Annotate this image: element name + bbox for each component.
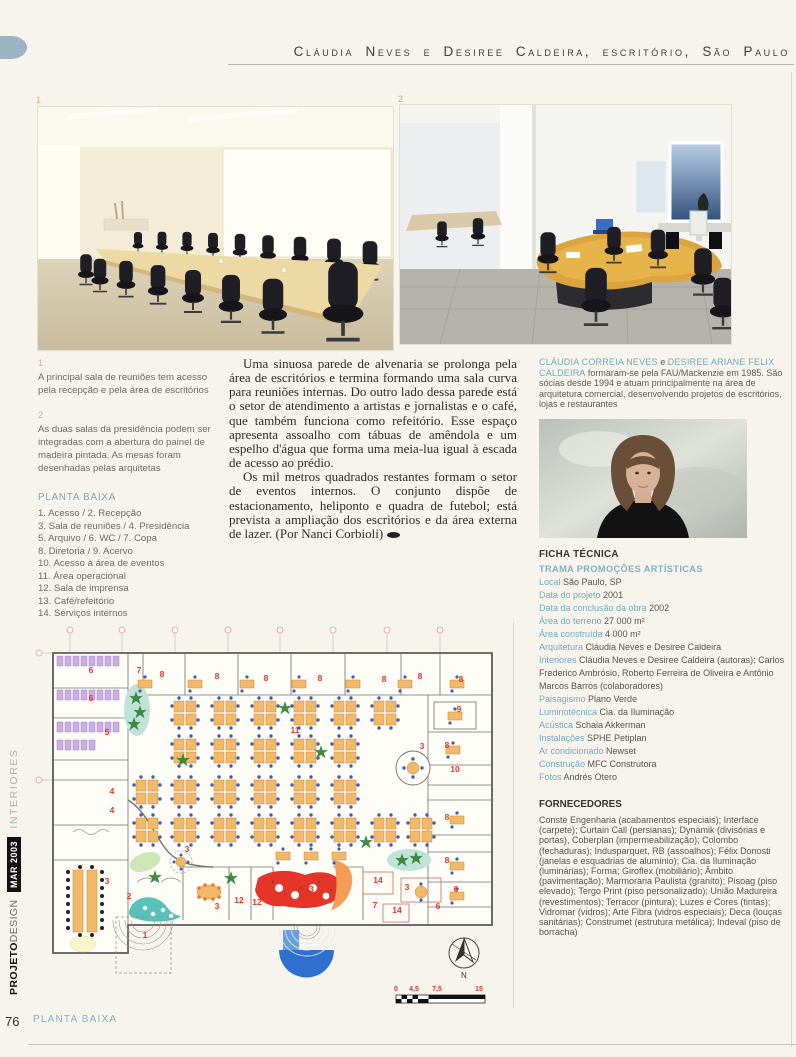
scale-label: 0: [394, 986, 398, 993]
room-number: 3: [214, 901, 220, 911]
page-number: 76: [5, 1014, 20, 1029]
room-number: 12: [234, 895, 244, 905]
caption-column: [38, 357, 216, 621]
architect-name-1: CLÁUDIA CORREIA NEVES: [539, 357, 658, 367]
scale-label: 7,5: [432, 986, 442, 993]
bio-text: formaram-se pela FAU/Mackenzie em 1985. São sócias desde 1994 e atuam principalmente na área de arquitetura comercial, desenvolvendo projetos de escritórios, lojas e restaurantes: [539, 367, 783, 410]
legend-item: 5. Arquivo / 6. WC / 7. Copa: [38, 533, 157, 544]
legend-item: 10. Acesso à área de eventos: [38, 558, 165, 569]
room-number: 4: [109, 786, 115, 796]
scale-bar: [394, 986, 485, 1003]
caption-2-text: As duas salas da presidência podem ser integradas com a abertura do painel de madeira pintada. As mesas foram desenhadas pelas arquitetas: [38, 424, 211, 474]
room-number: 7: [372, 900, 378, 910]
legend-item: 3. Sala de reuniões / 4. Presidência: [38, 520, 190, 532]
ficha-row: Paisagismo Plano Verde: [539, 693, 638, 704]
page-bottom-rule: [28, 1044, 796, 1045]
legend-item: 14. Serviços internos: [38, 608, 128, 619]
legend-title: PLANTA BAIXA: [38, 492, 117, 503]
end-of-article-mark: [387, 532, 400, 538]
ficha-row: Luminotécnica Cia. da Iluminação: [539, 706, 675, 717]
room-number: 3: [419, 741, 425, 751]
legend-item: 12. Sala de imprensa: [38, 583, 129, 594]
room-number: 6: [435, 901, 441, 911]
room-number: 8: [417, 671, 423, 681]
ficha-row: Fotos Andrés Otero: [539, 771, 618, 782]
header-rule: [228, 64, 794, 65]
legend-item: 8. Diretoria / 9. Acervo: [38, 545, 133, 557]
ficha-row: Local São Paulo, SP: [539, 576, 622, 587]
room-number: 13: [304, 884, 314, 894]
legend-item: 1. Acesso / 2. Recepção: [38, 508, 142, 519]
ficha-row: Área construída 4 000 m²: [539, 628, 641, 639]
ficha-row: Construção MFC Construtora: [539, 758, 657, 769]
caption-1-text: A principal sala de reuniões tem acesso pela recepção e pela área de escritórios: [38, 372, 209, 396]
room-number: 12: [252, 897, 262, 907]
room-number: 8: [159, 669, 165, 679]
architect-bio: CLÁUDIA CORREIA NEVES e DESIREE ARIANE FELIX CALDEIRA formaram-se pela FAU/Mackenzie em 1985. São sócias desde 1994 e atuam principalmente na área de arquitetura comercial, desenvolvendo projetos de escritórios, lojas e restaurantes: [539, 357, 783, 410]
legend-item: 13. Café/refeitório: [38, 595, 115, 607]
oval-rug: [70, 936, 96, 952]
ficha-tecnica-rows: [539, 576, 793, 784]
ficha-row: Área do terreno 27 000 m²: [539, 615, 645, 626]
photo-office-desks: [400, 105, 731, 344]
floor-plan: [33, 620, 515, 1012]
room-number: 8: [458, 674, 464, 684]
room-number: 14: [373, 875, 383, 885]
ficha-row: Ar condicionado Newset: [539, 745, 637, 756]
room-number: 6: [453, 884, 459, 894]
room-number: 4: [109, 805, 115, 815]
photo-2-number: 2: [398, 94, 404, 104]
planter-bed: [387, 849, 431, 871]
ficha-tecnica-title: FICHA TÉCNICA: [539, 548, 619, 560]
photo-meeting-room: [38, 107, 393, 350]
room-number: 7: [136, 665, 142, 675]
room-number: 2: [126, 891, 132, 901]
north-compass-icon: [449, 938, 479, 980]
project-name: TRAMA PROMOÇÕES ARTÍSTICAS: [539, 563, 703, 574]
room-number: 8: [317, 673, 323, 683]
room-number: 8: [444, 740, 450, 750]
magazine-brand-bold: PROJETO: [8, 942, 20, 996]
article-body: [229, 357, 517, 541]
right-column: [539, 357, 793, 937]
room-number: 3: [184, 844, 190, 854]
room-number: 14: [392, 905, 402, 915]
ficha-row: Data da conclusão da obra 2002: [539, 602, 670, 613]
ficha-row: Data do projeto 2001: [539, 589, 624, 600]
photo-1-number: 1: [36, 95, 42, 105]
caption-2-number: 2: [38, 410, 44, 420]
caption-1-number: 1: [38, 358, 44, 368]
ficha-row: Arquitetura Cláudia Neves e Desiree Caldeira: [539, 641, 722, 652]
room-number: 3: [104, 876, 110, 886]
legend-list: [38, 508, 216, 621]
legend-item: 11. Área operacional: [38, 570, 126, 582]
room-number: 11: [290, 725, 300, 735]
article-paragraph-1: Uma sinuosa parede de alvenaria se prolonga pela área de escritórios e termina formando uma sala curva para reuniões internas. Do outro lado dessa parede está o setor de atendimento a artistas e jornalistas e o café, que também funciona como refeitório. Esse espaço apresenta assoalho com tábuas de amêndola e um espelho d'água que forma uma meia-lua igual à escada de acesso ao prédio.: [229, 356, 517, 471]
cafe-area: [255, 871, 341, 908]
room-number: 9: [456, 704, 462, 714]
corner-tab-decoration: [0, 36, 27, 59]
page-title: Cláudia Neves e Desiree Caldeira, escritório, São Paulo: [293, 44, 790, 59]
scale-label: 4,5: [409, 986, 419, 993]
room-number: 8: [444, 812, 450, 822]
entrance-pool-south: [279, 926, 335, 978]
fornecedores-title: FORNECEDORES: [539, 798, 622, 810]
article-paragraph-2: Os mil metros quadrados restantes formam o setor de eventos internos. O conjunto dispõe de estacionamento, heliponto e quadra de futebol; está prevista a ampliação dos escritórios e da área externa de lazer. (Por Nanci Corbioli): [229, 469, 517, 541]
room-number: 1: [142, 930, 148, 940]
room-number: 8: [263, 673, 269, 683]
issue-date-badge: MAR 2003: [7, 837, 21, 892]
ficha-row: Instalações SPHE Petiplan: [539, 732, 647, 743]
room-number: 8: [214, 671, 220, 681]
plan-caption: PLANTA BAIXA: [33, 1014, 118, 1025]
page-edge-rule: [791, 72, 792, 1047]
room-number: 3: [404, 882, 410, 892]
room-number: 5: [104, 727, 110, 737]
magazine-brand-light: DESIGN: [8, 899, 20, 943]
ficha-row: Interiores Cláudia Neves e Desiree Caldeira (autoras); Carlos Frederico Ambrósio, Roberto Ferreira de Oliveira e Antônio Marcos Barros (colaboradores): [539, 654, 785, 691]
section-name: INTERIORES: [8, 748, 20, 829]
room-number: 8: [381, 674, 387, 684]
room-number: 6: [88, 665, 94, 675]
ficha-row: Acústica Schaia Akkerman: [539, 719, 646, 730]
magazine-sidebar: [7, 740, 29, 1004]
fornecedores-text: Conste Engenharia (acabamentos especiais); Interface (carpete); Curtain Call (persianas); Dynamik (divisórias e portas), Coberplan (impermeabilização); Colombo (fechaduras); Indusparquet, RB (assoalhos); Félix Donosti (janelas e esquadrias de alumínio); Cia. da Iluminação (luminárias); Forma; Giroflex (mobiliário); Âmbito (pavimentação); Marmoraria Paulista (granito); Pisoag (piso elevado); Tergo Print (piso personalizado); União Madureira (revestimentos); Terracor (pintura); Luzes e Cores (tintas); Vidromar (vidros); Arte Fibra (vidros especiais); Deca (louças sanitárias); Construmet (estrutura metálica); Indeval (piso de borracha): [539, 814, 782, 938]
room-number: 6: [88, 693, 94, 703]
column-rule: [513, 622, 514, 1008]
room-number: 10: [450, 764, 460, 774]
architect-name-2: DESIREE ARIANE FELIX CALDEIRA: [539, 357, 775, 378]
room-number: 8: [444, 855, 450, 865]
architect-portrait-photo: [539, 419, 747, 538]
svg-text:N: N: [461, 971, 467, 980]
scale-label: 15: [475, 986, 483, 993]
